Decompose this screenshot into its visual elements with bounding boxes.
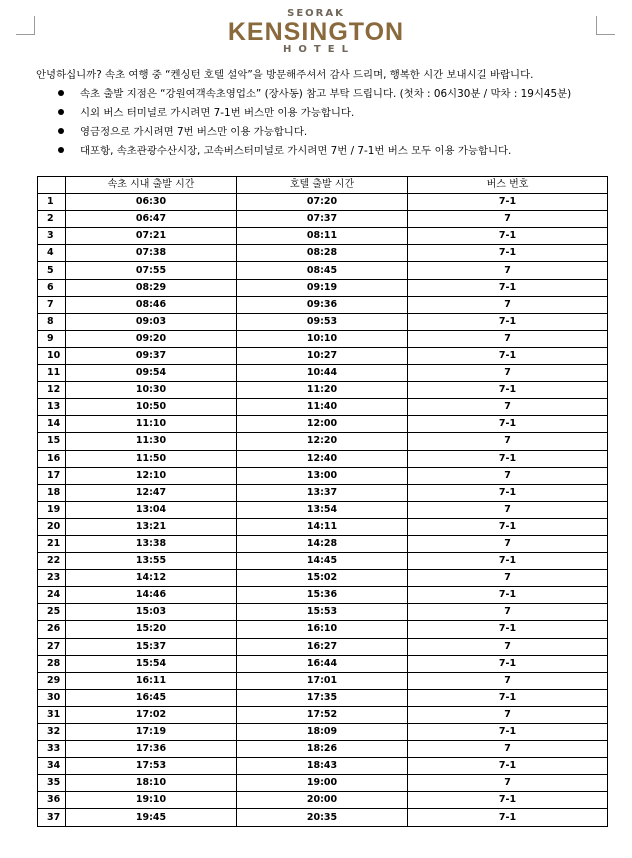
sokcho-departure-time: 11:30 bbox=[66, 433, 237, 450]
bus-number: 7 bbox=[408, 604, 608, 621]
row-index: 7 bbox=[38, 296, 66, 313]
bus-number: 7-1 bbox=[408, 347, 608, 364]
bus-number: 7-1 bbox=[408, 245, 608, 262]
hotel-departure-time: 08:45 bbox=[237, 262, 408, 279]
bus-number: 7 bbox=[408, 296, 608, 313]
bus-number: 7-1 bbox=[408, 553, 608, 570]
bus-number: 7 bbox=[408, 638, 608, 655]
hotel-departure-time: 15:02 bbox=[237, 570, 408, 587]
row-index: 17 bbox=[38, 467, 66, 484]
row-index: 13 bbox=[38, 399, 66, 416]
table-row bbox=[38, 313, 608, 330]
sokcho-departure-time: 10:30 bbox=[66, 382, 237, 399]
bus-number: 7-1 bbox=[408, 416, 608, 433]
bus-number: 7-1 bbox=[408, 313, 608, 330]
table-row bbox=[38, 262, 608, 279]
row-index: 25 bbox=[38, 604, 66, 621]
bus-number: 7-1 bbox=[408, 484, 608, 501]
bullet-icon bbox=[58, 147, 64, 153]
sokcho-departure-time: 17:02 bbox=[66, 706, 237, 723]
header-index bbox=[38, 177, 66, 194]
hotel-departure-time: 17:52 bbox=[237, 706, 408, 723]
row-index: 8 bbox=[38, 313, 66, 330]
bullet-text: 영금정으로 가시려면 7번 버스만 이용 가능합니다. bbox=[80, 126, 308, 138]
row-index: 3 bbox=[38, 228, 66, 245]
table-row bbox=[38, 245, 608, 262]
logo-hotel: HOTEL bbox=[283, 44, 355, 55]
bus-number: 7-1 bbox=[408, 655, 608, 672]
hotel-logo bbox=[0, 8, 632, 55]
row-index: 21 bbox=[38, 535, 66, 552]
row-index: 10 bbox=[38, 347, 66, 364]
table-row bbox=[38, 570, 608, 587]
sokcho-departure-time: 13:55 bbox=[66, 553, 237, 570]
table-row bbox=[38, 741, 608, 758]
table-row bbox=[38, 535, 608, 552]
sokcho-departure-time: 07:38 bbox=[66, 245, 237, 262]
bullet-text: 대포항, 속초관광수산시장, 고속버스터미널로 가시려면 7번 / 7-1번 버스 모두 이용 가능합니다. bbox=[80, 145, 512, 157]
sokcho-departure-time: 13:38 bbox=[66, 535, 237, 552]
sokcho-departure-time: 15:03 bbox=[66, 604, 237, 621]
row-index: 24 bbox=[38, 587, 66, 604]
bus-number: 7 bbox=[408, 262, 608, 279]
bus-number: 7 bbox=[408, 570, 608, 587]
hotel-departure-time: 15:53 bbox=[237, 604, 408, 621]
hotel-departure-time: 13:54 bbox=[237, 501, 408, 518]
table-row bbox=[38, 604, 608, 621]
bullet-icon bbox=[58, 128, 64, 134]
hotel-departure-time: 07:37 bbox=[237, 211, 408, 228]
table-body bbox=[38, 194, 608, 826]
row-index: 31 bbox=[38, 706, 66, 723]
sokcho-departure-time: 13:21 bbox=[66, 518, 237, 535]
hotel-departure-time: 10:27 bbox=[237, 347, 408, 364]
table-row bbox=[38, 484, 608, 501]
hotel-departure-time: 17:01 bbox=[237, 672, 408, 689]
hotel-departure-time: 18:26 bbox=[237, 741, 408, 758]
bullet-text: 속초 출발 지점은 “강원여객속초영업소” (장사동) 참고 부탁 드립니다. (첫차 : 06시30분 / 막차 : 19시45분) bbox=[80, 88, 572, 100]
hotel-departure-time: 14:45 bbox=[237, 553, 408, 570]
table-row bbox=[38, 382, 608, 399]
sokcho-departure-time: 09:54 bbox=[66, 365, 237, 382]
row-index: 11 bbox=[38, 365, 66, 382]
table-row bbox=[38, 792, 608, 809]
bus-number: 7 bbox=[408, 211, 608, 228]
row-index: 14 bbox=[38, 416, 66, 433]
table-row bbox=[38, 211, 608, 228]
table-row bbox=[38, 416, 608, 433]
sokcho-departure-time: 08:29 bbox=[66, 279, 237, 296]
hotel-departure-time: 18:43 bbox=[237, 758, 408, 775]
row-index: 19 bbox=[38, 501, 66, 518]
bullet-item bbox=[56, 86, 616, 105]
row-index: 32 bbox=[38, 724, 66, 741]
bus-number: 7-1 bbox=[408, 689, 608, 706]
table-row bbox=[38, 553, 608, 570]
hotel-departure-time: 10:10 bbox=[237, 330, 408, 347]
sokcho-departure-time: 16:45 bbox=[66, 689, 237, 706]
row-index: 28 bbox=[38, 655, 66, 672]
row-index: 6 bbox=[38, 279, 66, 296]
row-index: 16 bbox=[38, 450, 66, 467]
row-index: 29 bbox=[38, 672, 66, 689]
bus-number: 7-1 bbox=[408, 279, 608, 296]
hotel-departure-time: 12:20 bbox=[237, 433, 408, 450]
row-index: 23 bbox=[38, 570, 66, 587]
row-index: 30 bbox=[38, 689, 66, 706]
table-row bbox=[38, 706, 608, 723]
hotel-departure-time: 09:53 bbox=[237, 313, 408, 330]
bus-number: 7 bbox=[408, 330, 608, 347]
table-row bbox=[38, 621, 608, 638]
bus-number: 7 bbox=[408, 706, 608, 723]
hotel-departure-time: 18:09 bbox=[237, 724, 408, 741]
row-index: 4 bbox=[38, 245, 66, 262]
bus-number: 7-1 bbox=[408, 194, 608, 211]
sokcho-departure-time: 06:30 bbox=[66, 194, 237, 211]
sokcho-departure-time: 12:47 bbox=[66, 484, 237, 501]
row-index: 15 bbox=[38, 433, 66, 450]
hotel-departure-time: 10:44 bbox=[237, 365, 408, 382]
hotel-departure-time: 20:35 bbox=[237, 809, 408, 826]
table-row bbox=[38, 775, 608, 792]
sokcho-departure-time: 16:11 bbox=[66, 672, 237, 689]
bus-number: 7 bbox=[408, 741, 608, 758]
sokcho-departure-time: 14:46 bbox=[66, 587, 237, 604]
row-index: 20 bbox=[38, 518, 66, 535]
bus-schedule-table bbox=[37, 176, 608, 827]
hotel-departure-time: 08:28 bbox=[237, 245, 408, 262]
hotel-departure-time: 11:40 bbox=[237, 399, 408, 416]
sokcho-departure-time: 15:54 bbox=[66, 655, 237, 672]
table-row bbox=[38, 809, 608, 826]
bus-number: 7 bbox=[408, 433, 608, 450]
table-row bbox=[38, 279, 608, 296]
table-row bbox=[38, 450, 608, 467]
hotel-departure-time: 08:11 bbox=[237, 228, 408, 245]
sokcho-departure-time: 11:10 bbox=[66, 416, 237, 433]
table-row bbox=[38, 330, 608, 347]
hotel-departure-time: 13:37 bbox=[237, 484, 408, 501]
row-index: 37 bbox=[38, 809, 66, 826]
row-index: 27 bbox=[38, 638, 66, 655]
bullet-text: 시외 버스 터미널로 가시려면 7-1번 버스만 이용 가능합니다. bbox=[80, 107, 355, 119]
row-index: 36 bbox=[38, 792, 66, 809]
bus-number: 7 bbox=[408, 399, 608, 416]
hotel-departure-time: 09:36 bbox=[237, 296, 408, 313]
bullet-item bbox=[56, 124, 616, 143]
table-row bbox=[38, 655, 608, 672]
row-index: 9 bbox=[38, 330, 66, 347]
hotel-departure-time: 14:11 bbox=[237, 518, 408, 535]
header-hotel-departure: 호텔 출발 시간 bbox=[237, 177, 408, 194]
table-row bbox=[38, 638, 608, 655]
table-row bbox=[38, 467, 608, 484]
hotel-departure-time: 07:20 bbox=[237, 194, 408, 211]
bus-number: 7-1 bbox=[408, 792, 608, 809]
bullet-icon bbox=[58, 90, 64, 96]
sokcho-departure-time: 09:37 bbox=[66, 347, 237, 364]
bullet-item bbox=[56, 105, 616, 124]
table-header-row bbox=[38, 177, 608, 194]
bus-number: 7-1 bbox=[408, 809, 608, 826]
hotel-departure-time: 16:10 bbox=[237, 621, 408, 638]
hotel-departure-time: 16:27 bbox=[237, 638, 408, 655]
sokcho-departure-time: 14:12 bbox=[66, 570, 237, 587]
logo-kensington: KENSINGTON bbox=[227, 18, 405, 46]
bus-number: 7-1 bbox=[408, 758, 608, 775]
bus-number: 7 bbox=[408, 775, 608, 792]
table-row bbox=[38, 587, 608, 604]
bus-number: 7 bbox=[408, 501, 608, 518]
sokcho-departure-time: 09:03 bbox=[66, 313, 237, 330]
row-index: 2 bbox=[38, 211, 66, 228]
bullet-icon bbox=[58, 109, 64, 115]
sokcho-departure-time: 15:20 bbox=[66, 621, 237, 638]
sokcho-departure-time: 10:50 bbox=[66, 399, 237, 416]
hotel-departure-time: 11:20 bbox=[237, 382, 408, 399]
hotel-departure-time: 15:36 bbox=[237, 587, 408, 604]
table-row bbox=[38, 365, 608, 382]
sokcho-departure-time: 17:53 bbox=[66, 758, 237, 775]
table-row bbox=[38, 194, 608, 211]
table-row bbox=[38, 296, 608, 313]
table-row bbox=[38, 399, 608, 416]
table-row bbox=[38, 724, 608, 741]
intro-text: 안녕하십니까? 속초 여행 중 “켄싱턴 호텔 설악”을 방문해주셔서 감사 드리며, 행복한 시간 보내시길 바랍니다. bbox=[36, 69, 534, 81]
sokcho-departure-time: 12:10 bbox=[66, 467, 237, 484]
row-index: 35 bbox=[38, 775, 66, 792]
hotel-departure-time: 12:00 bbox=[237, 416, 408, 433]
sokcho-departure-time: 13:04 bbox=[66, 501, 237, 518]
bullet-item bbox=[56, 143, 616, 162]
row-index: 12 bbox=[38, 382, 66, 399]
table-row bbox=[38, 672, 608, 689]
row-index: 34 bbox=[38, 758, 66, 775]
hotel-departure-time: 14:28 bbox=[237, 535, 408, 552]
sokcho-departure-time: 07:21 bbox=[66, 228, 237, 245]
bus-number: 7-1 bbox=[408, 621, 608, 638]
bus-number: 7 bbox=[408, 672, 608, 689]
row-index: 18 bbox=[38, 484, 66, 501]
sokcho-departure-time: 17:36 bbox=[66, 741, 237, 758]
row-index: 26 bbox=[38, 621, 66, 638]
sokcho-departure-time: 15:37 bbox=[66, 638, 237, 655]
hotel-departure-time: 12:40 bbox=[237, 450, 408, 467]
bus-number: 7-1 bbox=[408, 450, 608, 467]
sokcho-departure-time: 19:45 bbox=[66, 809, 237, 826]
sokcho-departure-time: 18:10 bbox=[66, 775, 237, 792]
row-index: 1 bbox=[38, 194, 66, 211]
header-bus-number: 버스 번호 bbox=[408, 177, 608, 194]
bus-number: 7 bbox=[408, 365, 608, 382]
row-index: 5 bbox=[38, 262, 66, 279]
sokcho-departure-time: 11:50 bbox=[66, 450, 237, 467]
header-sokcho-departure: 속초 시내 출발 시간 bbox=[66, 177, 237, 194]
sokcho-departure-time: 17:19 bbox=[66, 724, 237, 741]
sokcho-departure-time: 08:46 bbox=[66, 296, 237, 313]
hotel-departure-time: 16:44 bbox=[237, 655, 408, 672]
sokcho-departure-time: 07:55 bbox=[66, 262, 237, 279]
sokcho-departure-time: 19:10 bbox=[66, 792, 237, 809]
table-row bbox=[38, 433, 608, 450]
bus-number: 7 bbox=[408, 535, 608, 552]
bus-number: 7-1 bbox=[408, 724, 608, 741]
row-index: 22 bbox=[38, 553, 66, 570]
table-row bbox=[38, 518, 608, 535]
sokcho-departure-time: 09:20 bbox=[66, 330, 237, 347]
bus-number: 7-1 bbox=[408, 587, 608, 604]
bus-number: 7-1 bbox=[408, 228, 608, 245]
bus-number: 7-1 bbox=[408, 518, 608, 535]
hotel-departure-time: 17:35 bbox=[237, 689, 408, 706]
row-index: 33 bbox=[38, 741, 66, 758]
logo-seorak: SEORAK bbox=[287, 8, 345, 19]
table-row bbox=[38, 689, 608, 706]
hotel-departure-time: 20:00 bbox=[237, 792, 408, 809]
hotel-departure-time: 09:19 bbox=[237, 279, 408, 296]
table-row bbox=[38, 758, 608, 775]
hotel-departure-time: 13:00 bbox=[237, 467, 408, 484]
table-row bbox=[38, 228, 608, 245]
sokcho-departure-time: 06:47 bbox=[66, 211, 237, 228]
bus-number: 7-1 bbox=[408, 382, 608, 399]
bus-number: 7 bbox=[408, 467, 608, 484]
table-row bbox=[38, 501, 608, 518]
table-row bbox=[38, 347, 608, 364]
info-bullet-list bbox=[56, 86, 616, 162]
hotel-departure-time: 19:00 bbox=[237, 775, 408, 792]
